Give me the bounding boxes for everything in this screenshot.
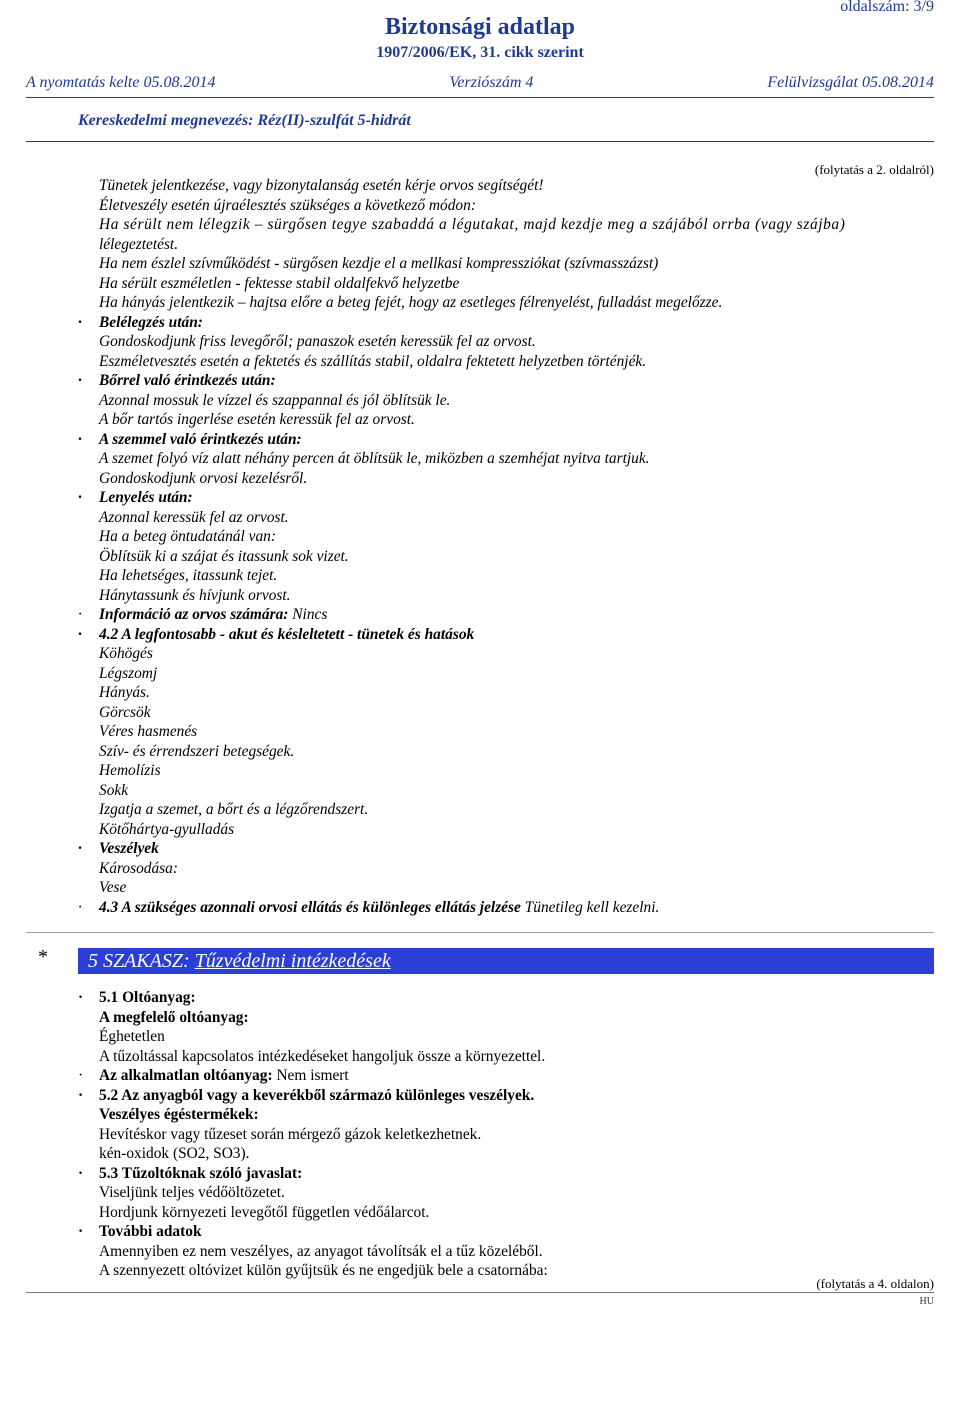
symptom-item: Véres hasmenés <box>99 723 198 740</box>
symptom-item: Köhögés <box>99 645 153 662</box>
physician-info: · Információ az orvos számára: Nincs <box>78 606 328 623</box>
section-5-title: 5 SZAKASZ: Tűzvédelmi intézkedések <box>88 950 391 972</box>
inhalation-heading: · Belélegzés után: <box>78 313 203 331</box>
text-line: A szennyezett oltóvizet külön gyűjtsük és ne engedjük bele a csatornába: <box>99 1262 548 1279</box>
text-line: A bőr tartós ingerlése esetén keressük fel az orvost. <box>99 411 415 428</box>
header-divider <box>26 141 934 142</box>
additional-info-heading: · További adatok <box>78 1223 202 1240</box>
hazards-heading: · Veszélyek <box>78 840 159 857</box>
section4-body <box>78 176 938 917</box>
section-4-3: · 4.3 A szükséges azonnali orvosi ellátás és különleges ellátás jelzése Tünetileg kell kezelni. <box>78 898 660 916</box>
text-line: Éghetetlen <box>99 1028 165 1045</box>
text-line: A szemet folyó víz alatt néhány percen át öblítsük le, miközben a szemhéjat nyitva tartjuk. <box>99 450 650 467</box>
symptom-item: Görcsök <box>99 703 151 721</box>
text-line: lélegeztetést. <box>99 235 179 253</box>
symptom-item: Hányás. <box>99 684 150 701</box>
page-number: oldalszám: 3/9 <box>840 0 934 15</box>
document-title: Biztonsági adatlap <box>384 14 576 40</box>
text-line: Hánytassunk és hívjunk orvost. <box>99 586 291 604</box>
symptom-item: Légszomj <box>99 664 158 682</box>
text-line: Ha sérült nem lélegzik – sürgősen tegye szabaddá a légutakat, majd kezdje meg a szájából orrba (vagy szájba) <box>99 216 846 233</box>
header-divider <box>26 97 934 98</box>
eye-contact-heading: · A szemmel való érintkezés után: <box>78 430 302 448</box>
text-line: Hevítéskor vagy tűzeset során mérgező gázok keletkezhetnek. <box>99 1125 482 1143</box>
continuation-bottom: (folytatás a 4. oldalon) <box>816 1276 934 1291</box>
text-line: Ha hányás jelentkezik – hajtsa előre a beteg fejét, hogy az esetleges félrenyelést, fulladást megelőzze. <box>99 294 723 311</box>
text-line: Amennyiben ez nem veszélyes, az anyagot távolítsák el a tűz közeléből. <box>99 1242 543 1260</box>
revision-date: Felülvizsgálat 05.08.2014 <box>767 74 934 91</box>
text-line: A tűzoltással kapcsolatos intézkedéseket hangoljuk össze a környezettel. <box>99 1047 546 1065</box>
print-date: A nyomtatás kelte 05.08.2014 <box>26 74 216 91</box>
text-line: Ha lehetséges, itassunk tejet. <box>99 567 278 584</box>
symptom-item: Kötőhártya-gyulladás <box>99 820 235 838</box>
text-line: Gondoskodjunk orvosi kezelésről. <box>99 469 308 487</box>
text-line: Ha sérült eszméletlen - fektesse stabil oldalfekvő helyzetbe <box>99 274 460 292</box>
language-code: HU <box>919 1296 934 1307</box>
ingestion-heading: · Lenyelés után: <box>78 489 193 506</box>
text-line: Ha a beteg öntudatánál van: <box>99 528 276 545</box>
section-5-banner <box>78 948 934 974</box>
document-subtitle: 1907/2006/EK, 31. cikk szerint <box>376 44 584 61</box>
section5-body <box>78 988 938 1281</box>
text-line: Öblítsük ki a szájat és itassunk sok vizet. <box>99 547 349 565</box>
symptom-item: Hemolízis <box>99 762 161 779</box>
text-line: Életveszély esetén újraélesztés szükséges a következő módon: <box>99 196 476 214</box>
skin-contact-heading: · Bőrrel való érintkezés után: <box>78 372 276 389</box>
section-5-3-heading: · 5.3 Tűzoltóknak szóló javaslat: <box>78 1164 303 1182</box>
symptom-item: Izgatja a szemet, a bőrt és a légzőrendszert. <box>99 801 369 818</box>
suitable-media-heading: A megfelelő oltóanyag: <box>99 1008 249 1026</box>
section-divider <box>26 932 934 933</box>
continuation-top: (folytatás a 2. oldalról) <box>814 162 934 177</box>
symptom-item: Sokk <box>99 781 129 799</box>
unsuitable-media: · Az alkalmatlan oltóanyag: Nem ismert <box>78 1067 349 1084</box>
section-5-2-heading: · 5.2 Az anyagból vagy a keverékből származó különleges veszélyek. <box>78 1086 535 1104</box>
text-line: Ha nem észlel szívműködést - sürgősen kezdje el a mellkasi kompressziókat (szívmasszázst) <box>99 255 659 272</box>
revision-marker: * <box>38 946 48 968</box>
footer-divider <box>26 1292 934 1293</box>
text-line: Azonnal mossuk le vízzel és szappannal és jól öblítsük le. <box>99 391 451 409</box>
text-line: Eszméletvesztés esetén a fektetés és szállítás stabil, oldalra fektetett helyzetben történjék. <box>99 352 647 370</box>
section-5-1-heading: · 5.1 Oltóanyag: <box>78 989 196 1006</box>
symptom-item: Szív- és érrendszeri betegségek. <box>99 742 295 760</box>
text-line: Hordjunk környezeti levegőtől független védőálarcot. <box>99 1203 430 1221</box>
section-4-2-heading: · 4.2 A legfontosabb - akut és késleltetett - tünetek és hatások <box>78 625 475 643</box>
header-meta <box>26 74 934 92</box>
text-line: Viseljünk teljes védőöltözetet. <box>99 1184 285 1201</box>
text-line: kén-oxidok (SO2, SO3). <box>99 1145 250 1162</box>
text-line: Tünetek jelentkezése, vagy bizonytalanság esetén kérje orvos segítségét! <box>99 177 544 194</box>
text-line: Azonnal keressük fel az orvost. <box>99 508 289 526</box>
text-line: Vese <box>99 879 127 896</box>
text-line: Károsodása: <box>99 859 178 877</box>
trade-name: Kereskedelmi megnevezés: Réz(II)-szulfát 5-hidrát <box>78 112 411 129</box>
version: Verziószám 4 <box>449 74 534 91</box>
text-line: Gondoskodjunk friss levegőről; panaszok esetén keressük fel az orvost. <box>99 333 536 350</box>
combustion-products-heading: Veszélyes égéstermékek: <box>99 1106 259 1123</box>
